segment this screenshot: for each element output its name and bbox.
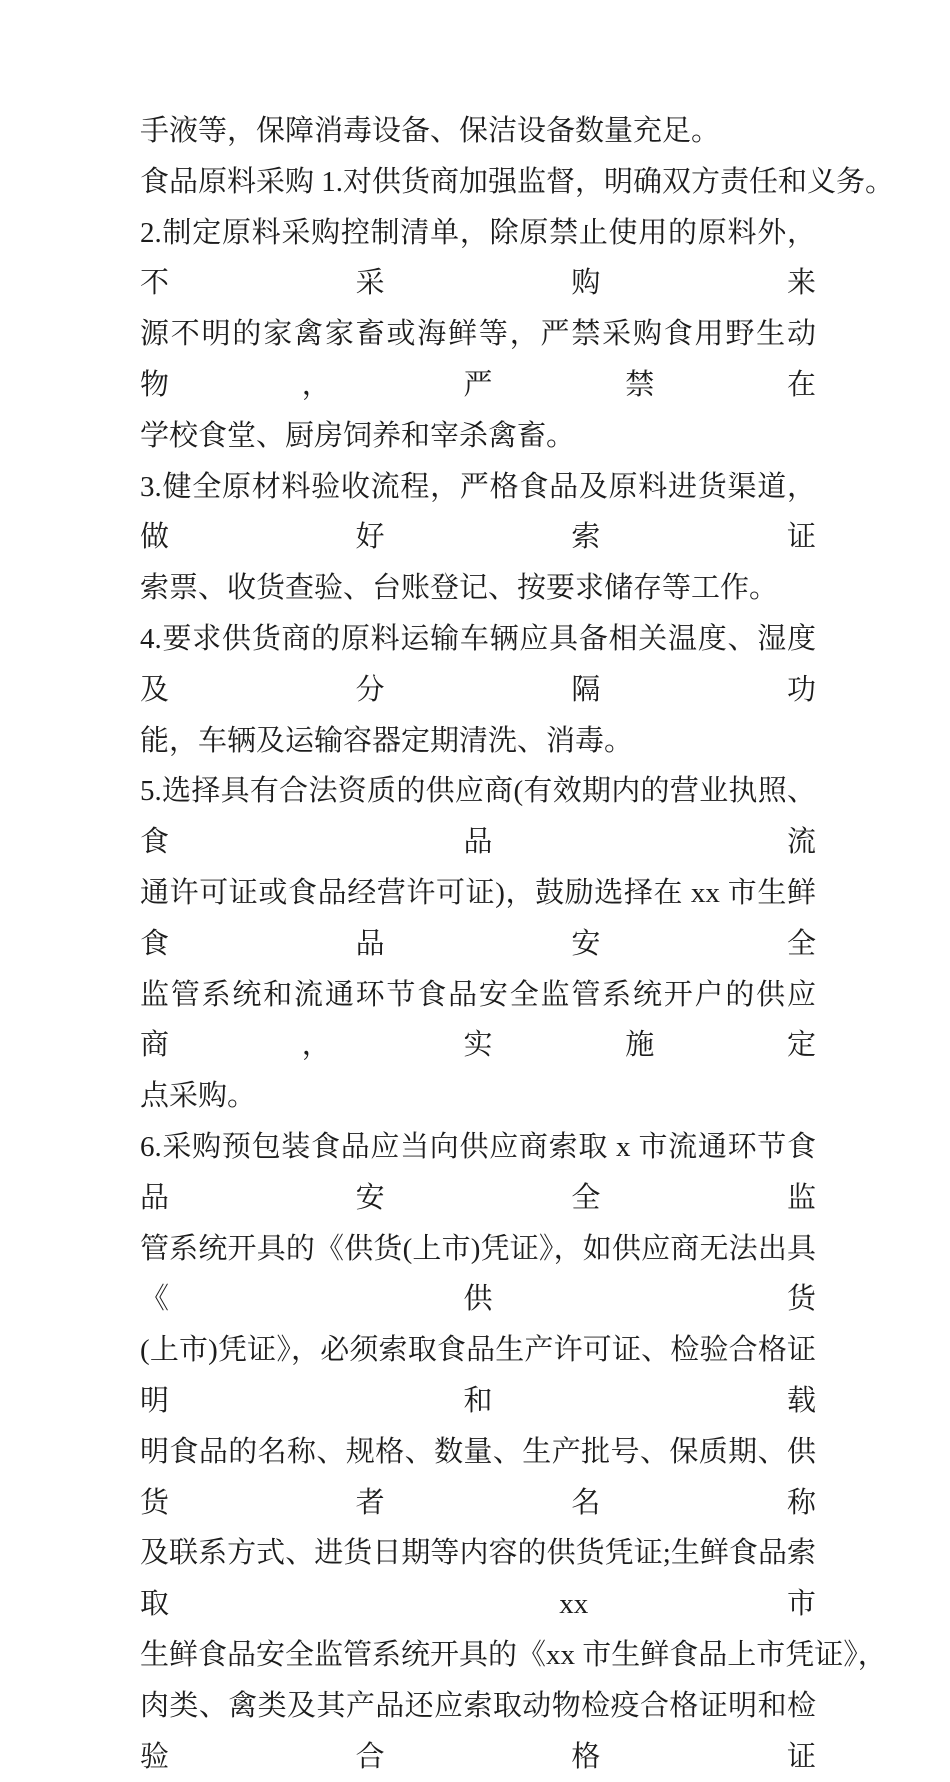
text-line: 点采购。 (140, 1080, 257, 1113)
text-line: 源不明的家禽家畜或海鲜等，严禁采购食用野生动物，严禁在 (140, 318, 816, 401)
text-line: 索票、收货查验、台账登记、按要求储存等工作。 (140, 572, 779, 605)
text-line: 3.健全原材料验收流程，严格食品及原料进货渠道，做好索证 (140, 470, 816, 554)
text-line: 通许可证或食品经营许可证)，鼓励选择在 xx 市生鲜食品安全 (140, 876, 816, 960)
text-line: 5.选择具有合法资质的供应商(有效期内的营业执照、食品流 (140, 775, 816, 859)
text-line: (上市)凭证》，必须索取食品生产许可证、检验合格证明和载 (140, 1334, 816, 1417)
text-line: 监管系统和流通环节食品安全监管系统开户的供应商，实施定 (140, 978, 816, 1062)
document-text-block (140, 106, 895, 1782)
text-line: 肉类、禽类及其产品还应索取动物检疫合格证明和检验合格证 (140, 1689, 816, 1773)
text-line: 生鲜食品安全监管系统开具的《xx 市生鲜食品上市凭证》， (140, 1638, 887, 1671)
text-line: 能，车辆及运输容器定期清洗、消毒。 (140, 724, 634, 757)
text-line: 学校食堂、厨房饲养和宰杀禽畜。 (140, 419, 576, 452)
text-line: 手液等，保障消毒设备、保洁设备数量充足。 (140, 115, 721, 147)
text-line: 6.采购预包装食品应当向供应商索取 x 市流通环节食品安全监 (140, 1130, 816, 1214)
text-line: 4.要求供货商的原料运输车辆应具备相关温度、湿度及分隔功 (140, 622, 816, 706)
text-line: 管系统开具的《供货(上市)凭证》，如供应商无法出具《供货 (140, 1232, 816, 1316)
text-line: 2.制定原料采购控制清单，除原禁止使用的原料外，不采购来 (140, 216, 816, 300)
text-line: 明食品的名称、规格、数量、生产批号、保质期、供货者名称 (140, 1435, 816, 1519)
text-line: 食品原料采购 1.对供货商加强监督，明确双方责任和义务。 (140, 165, 895, 198)
text-line: 及联系方式、进货日期等内容的供货凭证;生鲜食品索取 xx 市 (140, 1537, 816, 1621)
